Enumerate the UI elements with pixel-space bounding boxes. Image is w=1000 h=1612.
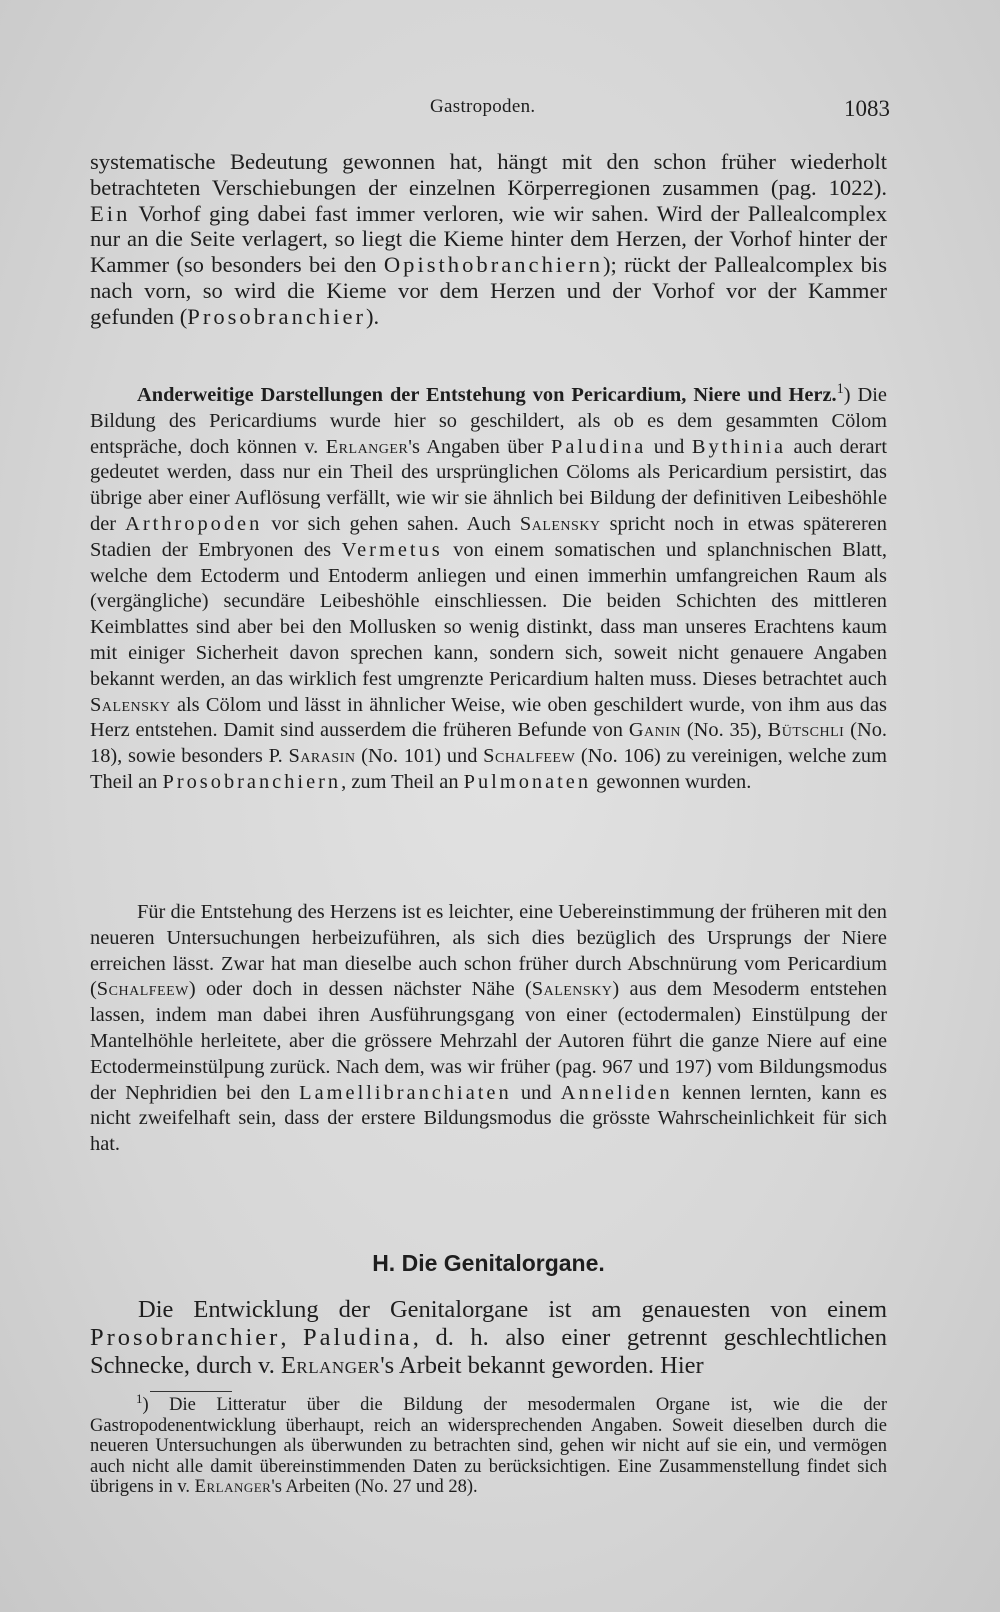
footnote-mark: 1 <box>136 1390 143 1406</box>
footnote-divider <box>150 1391 232 1392</box>
paragraph-continued: systematische Bedeutung gewonnen hat, hängt mit den schon früher wiederholt betrachteten Verschiebungen der einzelnen Körperregionen zusammen (pag. 1022). Ein Vorhof ging dabei fast immer verloren, wie wir sahen. Wird der Pallealcomplex nur an die Seite verlagert, so liegt die Kieme hinter dem Herzen, der Vorhof hinter der Kammer (so besonders bei den Opisthobranchiern); rückt der Pallealcomplex bis nach vorn, so wird die Kieme vor dem Herzen und der Vorhof vor der Kammer gefunden (Prosobranchier). <box>90 149 887 329</box>
section-heading: H. Die Genitalorgane. <box>372 1250 605 1276</box>
page-number: 1083 <box>844 96 890 121</box>
page-header <box>90 96 890 126</box>
run-in-heading: Anderweitige Darstellungen der Entstehung von Pericardium, Niere und Herz. <box>137 384 837 406</box>
footnote: $^1$) Die Litteratur über die Bildung der mesodermalen Organe ist, wie die der Gastropodenentwicklung überhaupt, reich an widersprechenden Angaben. Soweit dieselben durch die neueren Untersuchungen als überwunden zu betrachten sind, gehen wir nicht auf sie ein, und vermögen auch nicht alle damit übereinstimmenden Daten zu berücksichtigen. Eine Zusammenstellung findet sich übrigens in v. Erlanger's Arbeiten (No. 27 und 28). <box>90 1390 887 1497</box>
paragraph-alternative-accounts: Anderweitige Darstellungen der Entstehung von Pericardium, Niere und Herz.$^1$) Die Bildung des Pericardiums wurde hier so geschildert, als ob es dem gesammten Cölom entspräche, doch können v. Erlanger's Angaben über Paludina und Bythinia auch derart gedeutet werden, dass nur ein Theil des ursprünglichen Cöloms als Pericardium persistirt, das übrige aber einer Auflösung verfällt, wie wir sie ähnlich bei Bildung der definitiven Leibeshöhle der Arthropoden vor sich gehen sahen. Auch Salensky spricht noch in etwas spätereren Stadien der Embryonen des Vermetus von einem somatischen und splanchnischen Blatt, welche dem Ectoderm und Entoderm anliegen und einen immerhin umfangreichen Raum als (vergängliche) secundäre Leibeshöhle einschliessen. Die beiden Schichten des mittleren Keimblattes sind aber bei den Mollusken so wenig distinkt, dass man unseres Erachtens kaum mit einiger Sicherheit davon sprechen kann, sondern sich, soweit nicht genauere Angaben bekannt werden, an das wirklich fest umgrenzte Pericardium halten muss. Dieses betrachtet auch Salensky als Cölom und lässt in ähnlicher Weise, wie oben geschildert wurde, von ihm aus das Herz entstehen. Damit sind ausserdem die früheren Befunde von Ganin (No. 35), Bütschli (No. 18), sowie besonders P. Sarasin (No. 101) und Schalfeew (No. 106) zu vereinigen, welche zum Theil an Prosobranchiern, zum Theil an Pulmonaten gewonnen wurden. <box>90 381 888 793</box>
paragraph-genital-organs: Die Entwicklung der Genitalorgane ist am genauesten von einem Prosobranchier, Paludina, d. h. also einer getrennt geschlechtlichen Schnecke, durch v. Erlanger's Arbeit bekannt geworden. Hier <box>90 1296 888 1379</box>
footnote-reference: 1 <box>836 381 844 398</box>
running-title: Gastropoden. <box>430 96 536 117</box>
paragraph-heart-kidney: Für die Entstehung des Herzens ist es leichter, eine Uebereinstimmung der früheren mit den neueren Untersuchungen herbeizuführen, als sich dies bezüglich des Ursprungs der Niere erreichen lässt. Zwar hat man dieselbe auch schon früher durch Abschnürung vom Pericardium (Schalfeew) oder doch in dessen nächster Nähe (Salensky) aus dem Mesoderm entstehen lassen, indem man dabei ihren Ausführungsgang von einer (ectodermalen) Einstülpung der Mantelhöhle herleitete, aber die grössere Mehrzahl der Autoren führt die ganze Niere auf eine Ectodermeinstülpung zurück. Nach dem, was wir früher (pag. 967 und 197) vom Bildungsmodus der Nephridien bei den Lamellibranchiaten und Anneliden kennen lernten, kann es nicht zweifelhaft sein, dass der erstere Bildungsmodus die grösste Wahrscheinlichkeit für sich hat. <box>90 901 887 1156</box>
